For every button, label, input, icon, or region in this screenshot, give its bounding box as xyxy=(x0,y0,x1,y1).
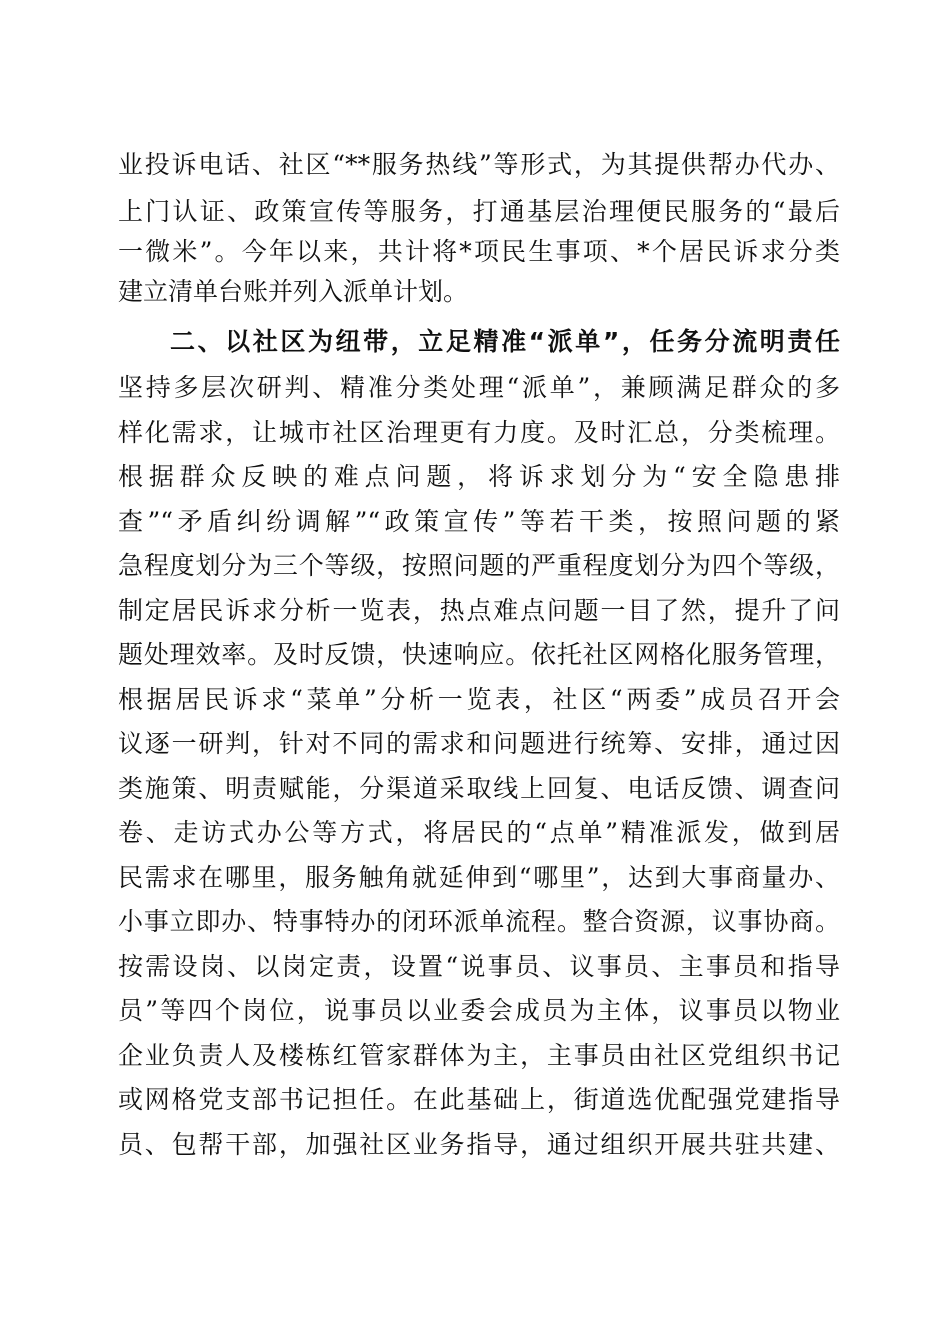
paragraph-line: 员”等四个岗位，说事员以业委会成员为主体，议事员以物业 xyxy=(118,996,840,1025)
paragraph-line: 类施策、明责赋能，分渠道采取线上回复、电话反馈、调查问 xyxy=(118,774,840,803)
paragraph-line: 急程度划分为三个等级，按照问题的严重程度划分为四个等级， xyxy=(118,551,840,580)
paragraph-line: 坚持多层次研判、精准分类处理“派单”，兼顾满足群众的多 xyxy=(118,373,840,402)
paragraph-line: 小事立即办、特事特办的闭环派单流程。整合资源，议事协商。 xyxy=(118,907,840,936)
paragraph-line: 上门认证、政策宣传等服务，打通基层治理便民服务的“最后 xyxy=(118,197,840,226)
paragraph-line: 卷、走访式办公等方式，将居民的“点单”精准派发，做到居 xyxy=(118,818,840,847)
paragraph-line: 业投诉电话、社区“**服务热线”等形式，为其提供帮办代办、 xyxy=(118,150,840,179)
paragraph-line: 按需设岗、以岗定责，设置“说事员、议事员、主事员和指导 xyxy=(118,952,840,981)
paragraph-line: 根据群众反映的难点问题，将诉求划分为“安全隐患排 xyxy=(118,462,840,491)
paragraph-line: 根据居民诉求“菜单”分析一览表，社区“两委”成员召开会 xyxy=(118,685,840,714)
section-heading: 二、以社区为纽带，立足精准“派单”，任务分流明责任 xyxy=(170,327,840,356)
paragraph-line: 建立清单台账并列入派单计划。 xyxy=(118,277,469,306)
paragraph-line: 题处理效率。及时反馈，快速响应。依托社区网格化服务管理， xyxy=(118,640,840,669)
paragraph-line: 样化需求，让城市社区治理更有力度。及时汇总，分类梳理。 xyxy=(118,418,840,447)
paragraph-line: 一微米”。今年以来，共计将*项民生事项、*个居民诉求分类 xyxy=(118,237,840,266)
paragraph-line: 查”“矛盾纠纷调解”“政策宣传”等若干类，按照问题的紧 xyxy=(118,507,840,536)
paragraph-line: 民需求在哪里，服务触角就延伸到“哪里”，达到大事商量办、 xyxy=(118,863,840,892)
paragraph-line: 或网格党支部书记担任。在此基础上，街道选优配强党建指导 xyxy=(118,1085,840,1114)
paragraph-line: 议逐一研判，针对不同的需求和问题进行统筹、安排，通过因 xyxy=(118,729,840,758)
paragraph-line: 制定居民诉求分析一览表，热点难点问题一目了然，提升了问 xyxy=(118,596,840,625)
paragraph-line: 员、包帮干部，加强社区业务指导，通过组织开展共驻共建、 xyxy=(118,1130,840,1159)
paragraph-line: 企业负责人及楼栋红管家群体为主，主事员由社区党组织书记 xyxy=(118,1041,840,1070)
